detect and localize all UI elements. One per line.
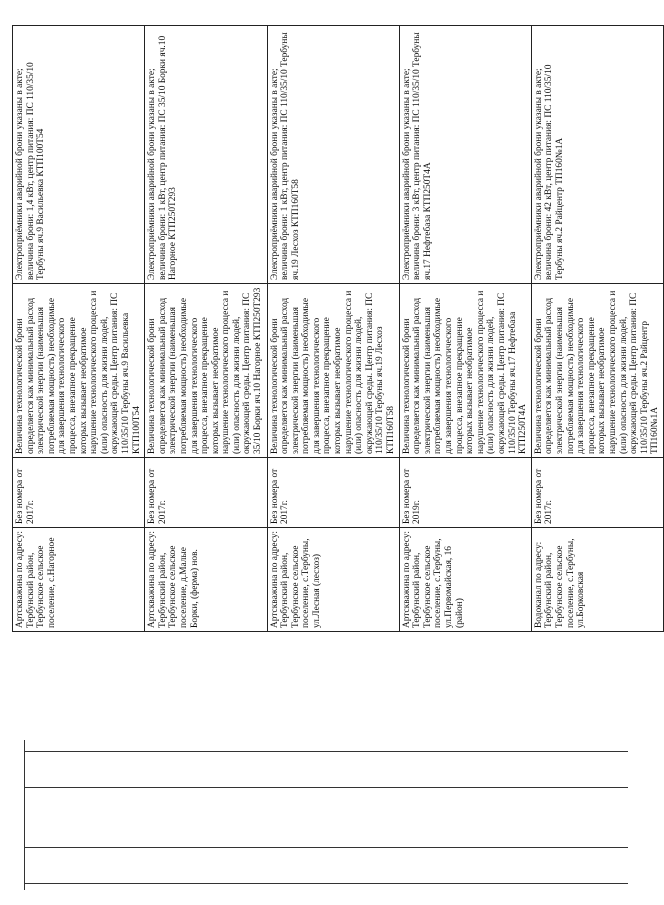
- document-cell: Без номера от 2017г.: [145, 458, 267, 528]
- document-cell: Без номера от 2017г.: [13, 458, 145, 528]
- receivers-cell: Электроприёмники аварийной брони указаны в акте; величина брони: 3 кВт, центр питания: ПС 110/35/10 Тербуны яч.17 Нефтебаза КТП250Т4А: [399, 26, 531, 284]
- description-cell: Величина технологической брони определяется как минимальный расход электрической энергии (наименьшая потребляемая мощность) необходимые для завершения технологического процесса, внезапное прекращение которых вызывает необратимое нарушение технологического процесса и (или) опасность для жизни людей, окружающей среды. Центр питания: ПС 110/35/10 Тербуны яч.19 Лесхоз КТП160Т58: [267, 284, 399, 458]
- description-cell: Величина технологической брони определяется как минимальный расход электрической энергии (наименьшая потребляемая мощность) необходимые для завершения технологического процесса, внезапное прекращение которых вызывает необратимое нарушение технологического процесса и (или) опасность для жизни людей, окружающей среды. Центр питания: ПС 35/10 Борки яч.10 Нагорное КТП250Т293: [145, 284, 267, 458]
- object-address-cell: Артскважина по адресу: Тербунский район, Тербунское сельское поселение, с.Нагорное: [13, 528, 145, 632]
- object-address-cell: Артскважина по адресу: Тербунский район, Тербунское сельское поселение, с.Тербуны, ул.Лесная (лесхоз): [267, 528, 399, 632]
- table-row: [531, 26, 663, 632]
- document-cell: Без номера от 2017г.: [267, 458, 399, 528]
- receivers-cell: Электроприёмники аварийной брони указаны в акте; величина брони: 1 кВт, центр питания: ПС 110/35/10 Тербуны яч.19 Лесхоз КТП160Т58: [267, 26, 399, 284]
- blank-ruled-line: [24, 847, 628, 848]
- emergency-reserve-table: [12, 25, 664, 632]
- table-row: [267, 26, 399, 632]
- object-address-cell: Водоканал по адресу: Тербунский район, Тербунское сельское поселение, с.Тербуны, ул.Борковская: [531, 528, 663, 632]
- document-cell: Без номера от 2017г.: [531, 458, 663, 528]
- blank-ruled-line: [24, 787, 628, 788]
- rotated-table-sheet: [12, 26, 661, 632]
- description-cell: Величина технологической брони определяется как минимальный расход электрической энергии (наименьшая потребляемая мощность) необходимые для завершения технологического процесса, внезапное прекращение которых вызывает необратимое нарушение технологического процесса и (или) опасность для жизни людей, окружающей среды. Центр питания: ПС 110/35/10 Тербуны яч.17 Нефтебаза КТП250Т4А: [399, 284, 531, 458]
- table-row: [145, 26, 267, 632]
- receivers-cell: Электроприёмники аварийной брони указаны в акте; величина брони: 42 кВт, центр питания: ПС 110/35/10 Тербуны яч.2 Райцентр ТП160№1А: [531, 26, 663, 284]
- description-cell: Величина технологической брони определяется как минимальный расход электрической энергии (наименьшая потребляемая мощность) необходимые для завершения технологического процесса, внезапное прекращение которых вызывает необратимое нарушение технологического процесса и (или) опасность для жизни людей, окружающей среды. Центр питания: ПС 110/35/10 Тербуны яч.9 Васильевка КТП100Т54: [13, 284, 145, 458]
- blank-ruled-line: [24, 751, 628, 752]
- description-cell: Величина технологической брони определяется как минимальный расход электрической энергии (наименьшая потребляемая мощность) необходимые для завершения технологического процесса, внезапное прекращение которых вызывает необратимое нарушение технологического процесса и (или) опасность для жизни людей, окружающей среды. Центр питания: ПС 110/35/10 Тербуны яч.2 Райцентр ТП160№1А: [531, 284, 663, 458]
- blank-ruled-line: [24, 883, 628, 884]
- lower-vertical-rule: [24, 740, 25, 890]
- object-address-cell: Артскважина по адресу: Тербунский район, Тербунское сельское поселение, д.Малые Борки, (ферма) нов.: [145, 528, 267, 632]
- object-address-cell: Артскважина по адресу: Тербунский район, Тербунское сельское поселение, с.Тербуны, ул.Первомайская, 16 (район): [399, 528, 531, 632]
- receivers-cell: Электроприёмники аварийной брони указаны в акте; величина брони: 1,4 кВт, центр питания: ПС 110/35/10 Тербуны яч.9 Васильевка КТП100Т54: [13, 26, 145, 284]
- table-row: [13, 26, 145, 632]
- receivers-cell: Электроприёмники аварийной брони указаны в акте; величина брони: 1 кВт, центр питания: ПС 35/10 Борки яч.10 Нагорное КТП250Т293: [145, 26, 267, 284]
- table-row: [399, 26, 531, 632]
- document-cell: Без номера от 2019г.: [399, 458, 531, 528]
